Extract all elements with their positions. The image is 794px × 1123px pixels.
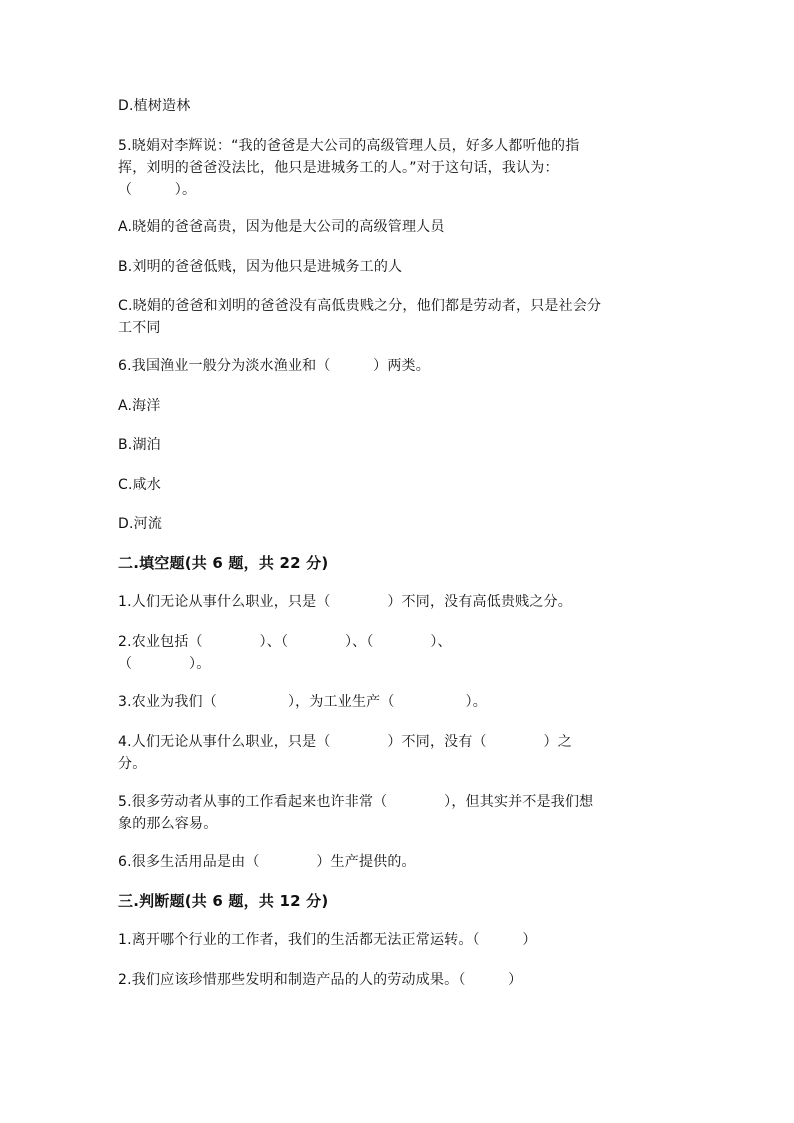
section3-heading: 三.判断题(共 6 题，共 12 分) xyxy=(118,892,329,910)
fill-q6: 6.很多生活用品是由（ ）生产提供的。 xyxy=(118,854,416,870)
fill-q1: 1.人们无论从事什么职业，只是（ ）不同，没有高低贵贱之分。 xyxy=(118,594,572,610)
judge-q1: 1.离开哪个行业的工作者，我们的生活都无法正常运转。（ ） xyxy=(118,932,537,948)
q6-option-a: A.海洋 xyxy=(118,398,161,414)
q5-option-c-line2: 工不同 xyxy=(118,320,161,336)
q6-stem: 6.我国渔业一般分为淡水渔业和（ ）两类。 xyxy=(118,358,430,374)
exam-page xyxy=(118,0,678,1123)
fill-q5-line1: 5.很多劳动者从事的工作看起来也许非常（ ），但其实并不是我们想 xyxy=(118,794,594,810)
q4-option-d: D.植树造林 xyxy=(118,98,191,114)
fill-q2-line1: 2.农业包括（ ）、（ ）、（ ）、 xyxy=(118,634,452,650)
q5-stem-line3: （ ）。 xyxy=(118,182,197,198)
q6-option-b: B.湖泊 xyxy=(118,437,161,453)
q5-option-a: A.晓娟的爸爸高贵，因为他是大公司的高级管理人员 xyxy=(118,219,445,235)
q5-stem-line1: 5.晓娟对李辉说：“我的爸爸是大公司的高级管理人员，好多人都听他的指 xyxy=(118,138,580,154)
fill-q4-line1: 4.人们无论从事什么职业，只是（ ）不同，没有（ ）之 xyxy=(118,734,572,750)
section2-heading: 二.填空题(共 6 题，共 22 分) xyxy=(118,554,329,572)
q5-option-c-line1: C.晓娟的爸爸和刘明的爸爸没有高低贵贱之分，他们都是劳动者，只是社会分 xyxy=(118,298,602,314)
judge-q2: 2.我们应该珍惜那些发明和制造产品的人的劳动成果。（ ） xyxy=(118,972,523,988)
q5-option-b: B.刘明的爸爸低贱，因为他只是进城务工的人 xyxy=(118,259,403,275)
fill-q3: 3.农业为我们（ ），为工业生产（ ）。 xyxy=(118,694,487,710)
fill-q2-line2: （ ）。 xyxy=(118,656,211,672)
fill-q4-line2: 分。 xyxy=(118,756,147,772)
q5-stem-line2: 挥，刘明的爸爸没法比，他只是进城务工的人。”对于这句话，我认为： xyxy=(118,160,559,176)
fill-q5-line2: 象的那么容易。 xyxy=(118,816,218,832)
q6-option-d: D.河流 xyxy=(118,516,163,532)
q6-option-c: C.咸水 xyxy=(118,477,162,493)
